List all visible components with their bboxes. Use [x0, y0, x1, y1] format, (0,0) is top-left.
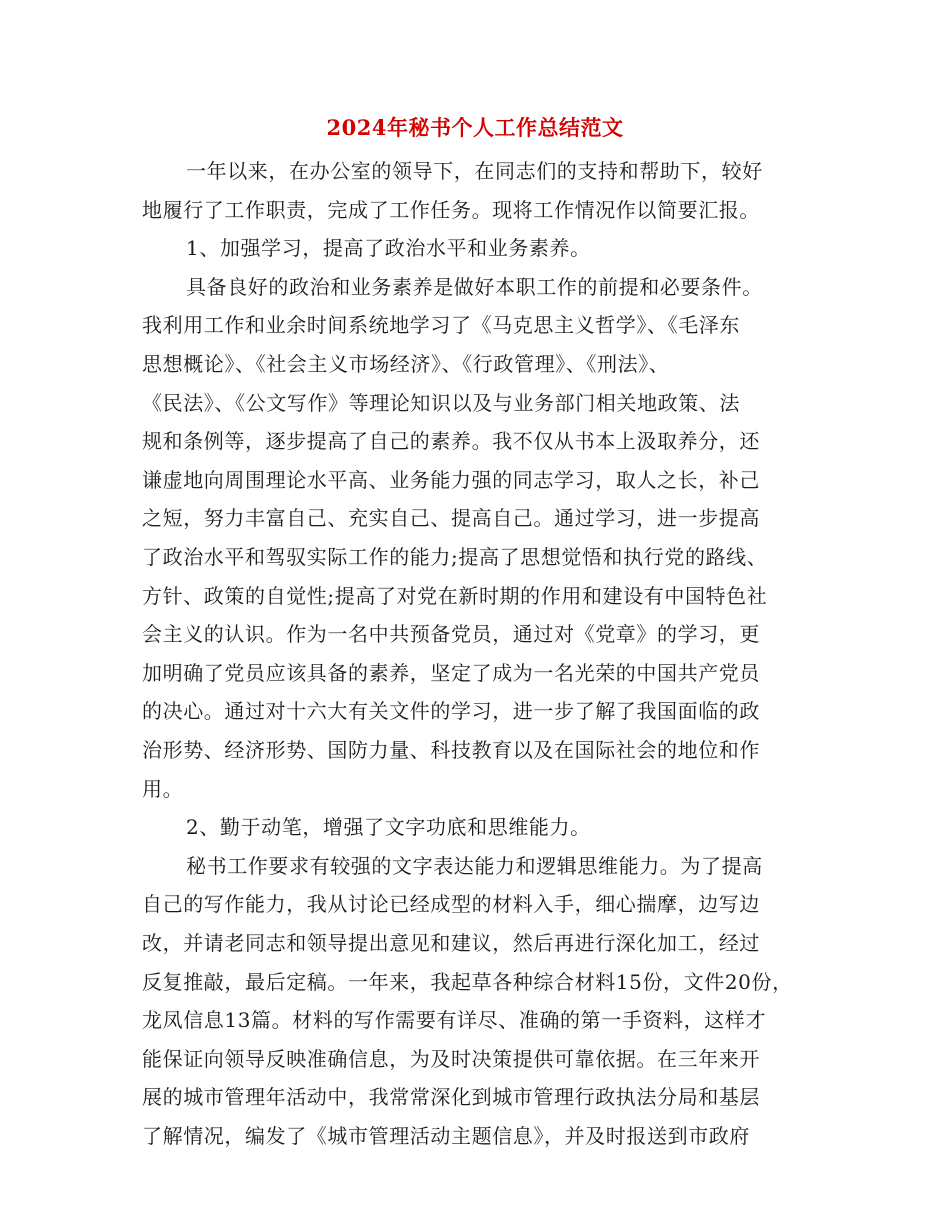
text-line: 的决心。通过对十六大有关文件的学习，进一步了解了我国面临的政 [142, 699, 760, 724]
text-line: 谦虚地向周围理论水平高、业务能力强的同志学习，取人之长，补己 [142, 467, 760, 492]
text-line: 展的城市管理年活动中，我常常深化到城市管理行政执法分局和基层 [142, 1085, 760, 1110]
text-line: 具备良好的政治和业务素养是做好本职工作的前提和必要条件。 [186, 274, 763, 299]
text-line: 反复推敲，最后定稿。一年来，我起草各种综合材料15份，文件20份， [142, 969, 793, 994]
text-line: 一年以来，在办公室的领导下，在同志们的支持和帮助下，较好 [186, 159, 763, 183]
text-line: 用。 [142, 776, 184, 801]
text-line: 能保证向领导反映准确信息，为及时决策提供可靠依据。在三年来开 [142, 1046, 760, 1071]
text-line: 规和条例等，逐步提高了自己的素养。我不仅从书本上汲取养分，还 [142, 429, 760, 454]
text-line: 2、勤于动笔，增强了文字功底和思维能力。 [186, 815, 591, 840]
text-line: 地履行了工作职责，完成了工作任务。现将工作情况作以简要汇报。 [142, 197, 760, 222]
text-line: 了政治水平和驾驭实际工作的能力;提高了思想觉悟和执行党的路线、 [142, 545, 768, 569]
text-line: 改，并请老同志和领导提出意见和建议，然后再进行深化加工，经过 [142, 931, 760, 955]
text-line: 方针、政策的自觉性;提高了对党在新时期的作用和建设有中国特色社 [142, 583, 768, 608]
text-line: 龙凤信息13篇。材料的写作需要有详尽、准确的第一手资料，这样才 [142, 1008, 767, 1033]
document-title: 2024年秘书个人工作总结范文 [326, 115, 624, 140]
text-line: 自己的写作能力，我从讨论已经成型的材料入手，细心揣摩，边写边 [142, 892, 760, 917]
text-line: 1、加强学习，提高了政治水平和业务素养。 [186, 236, 591, 261]
text-line: 我利用工作和业余时间系统地学习了《马克思主义哲学》、《毛泽东 [142, 313, 740, 338]
text-line: 思想概论》、《社会主义市场经济》、《行政管理》、《刑法》、 [142, 352, 670, 376]
text-line: 加明确了党员应该具备的素养，坚定了成为一名光荣的中国共产党员 [142, 660, 760, 685]
text-line: 之短，努力丰富自己、充实自己、提高自己。通过学习，进一步提高 [142, 506, 760, 531]
text-line: 了解情况，编发了《城市管理活动主题信息》，并及时报送到市政府 [142, 1124, 750, 1148]
text-line: 《民法》、《公文写作》等理论知识以及与业务部门相关地政策、法 [142, 390, 740, 415]
text-line: 治形势、经济形势、国防力量、科技教育以及在国际社会的地位和作 [142, 738, 760, 762]
text-line: 秘书工作要求有较强的文字表达能力和逻辑思维能力。为了提高 [186, 853, 763, 878]
text-line: 会主义的认识。作为一名中共预备党员，通过对《党章》的学习，更 [142, 622, 760, 647]
